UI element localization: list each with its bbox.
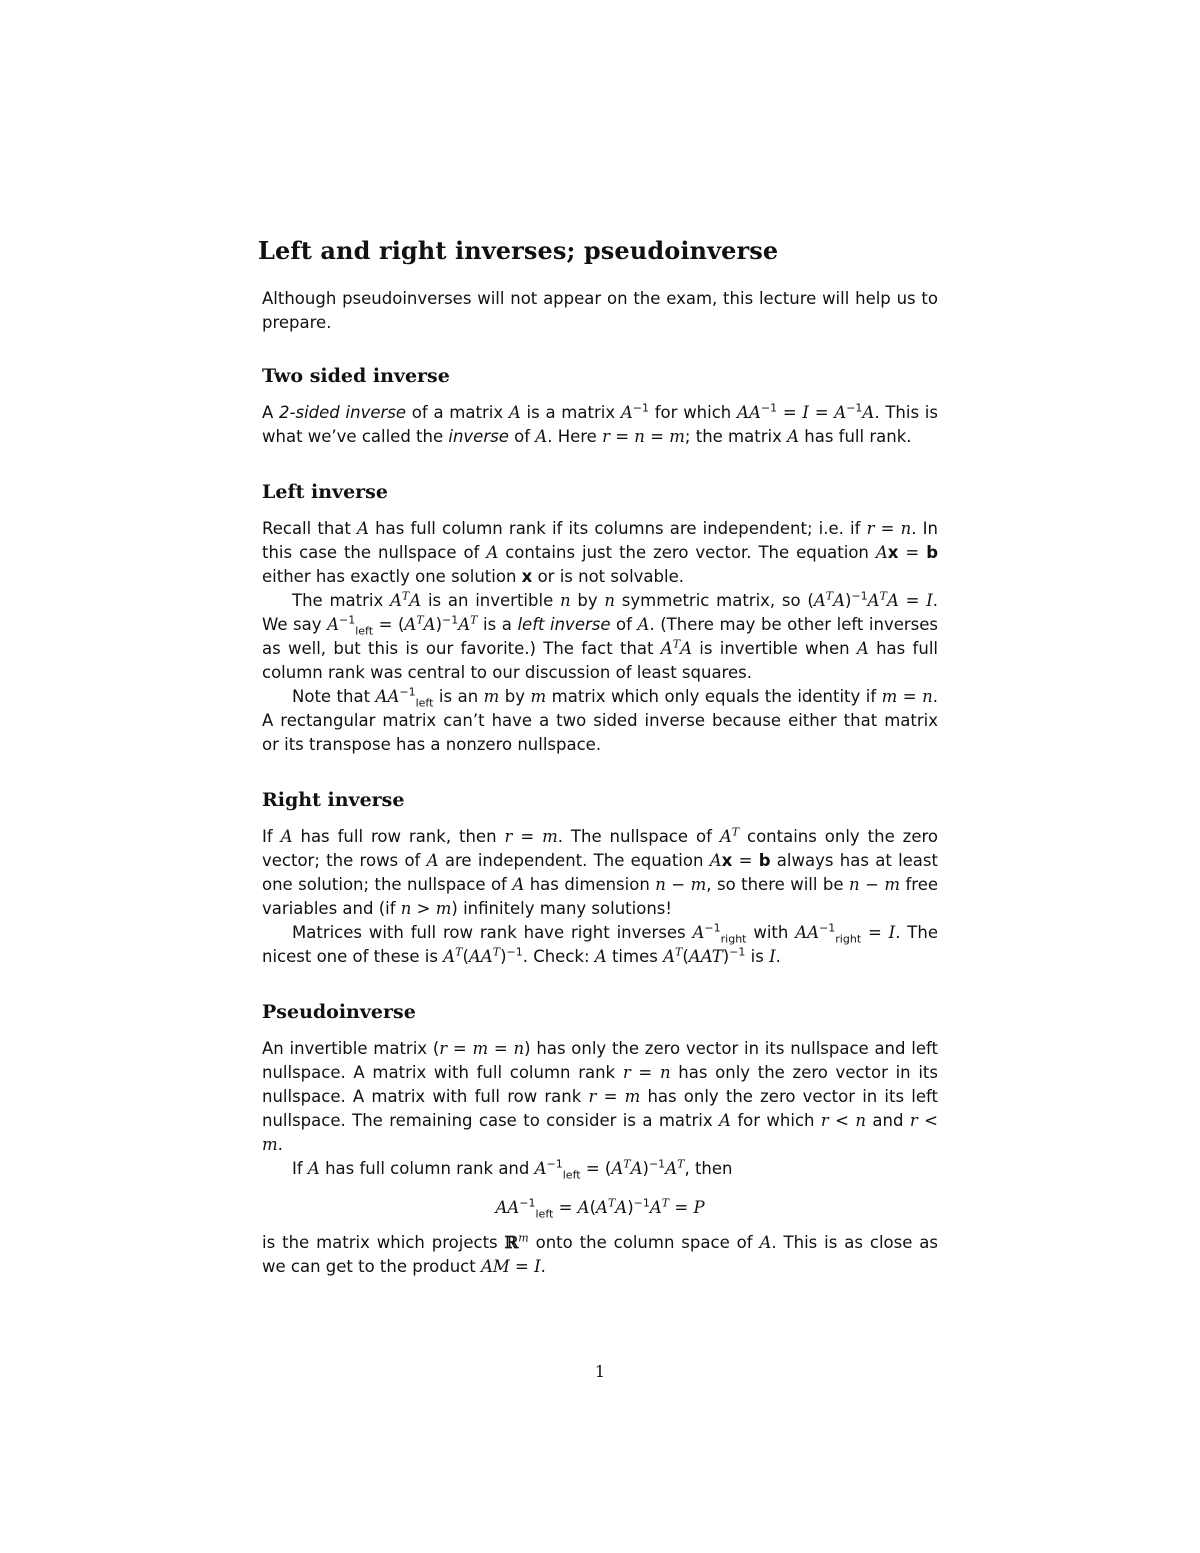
page-number: 1 [594,1362,606,1381]
intro-paragraph: Although pseudoinverses will not appear on the exam, this lecture will help us to prepare. [262,289,938,332]
paragraph: Note that $AA^{-1}_{left}$ is an m by m matrix which only equals the identity if m = n. A rectangular matrix can’t have a two sided inverse because either that matrix or its transpose has a nonzero nullspace. [262,685,939,754]
paragraph: Recall that A has full column rank if its columns are independent; i.e. if r = n. In this case the nullspace of A contains just the zero vector. The equation Ax = b either has exactly one solution x or is not solvable. [262,519,938,586]
paragraph: is the matrix which projects ℝ$^m$ onto the column space of A. This is as close as we can get to the product AM = I. [262,1231,939,1276]
section-two-sided-inverse [262,365,938,449]
page-title: Left and right inverses; pseudoinverse [258,236,779,265]
paragraph: If A has full row rank, then r = m. The nullspace of $A^T$ contains only the zero vector; the rows of A are independent. The equation Ax = b always has at least one solution; the nullspace of A has dimension n − m, so there will be n − m free variables and (if n > m) infinitely many solutions! [262,825,939,918]
paragraph: An invertible matrix (r = m = n) has only the zero vector in its nullspace and left nullspace. A matrix with full column rank r = n has only the zero vector in its nullspace. A matrix with full row rank r = m has only the zero vector in its left nullspace. The remaining case to consider is a matrix A for which r < n and r < m. [262,1039,938,1154]
page-content [258,236,939,1279]
section-pseudoinverse [262,1001,938,1279]
section-heading: Pseudoinverse [262,1001,416,1023]
paragraph: The matrix $A^TA$ is an invertible n by n symmetric matrix, so $(A^TA)^{-1}A^TA = I$. We say $A^{-1}_{left} = (A^TA)^{-1}A^T$ is a left inverse of A. (There may be other left inverses as well, but this is our favorite.) The fact that $A^TA$ is invertible when A has full column rank was central to our discussion of least squares. [262,589,938,682]
section-left-inverse [262,481,938,757]
section-heading: Two sided inverse [262,365,450,387]
paragraph: Matrices with full row rank have right inverses $A^{-1}_{right}$ with $AA^{-1}_{right} = I$. The nicest one of these is $A^T(AA^T)^{-1}$. Check: A times $A^T(AAT)^{-1}$ is I. [262,921,938,966]
paragraph: If A has full column rank and $A^{-1}_{left} = (A^TA)^{-1}A^T$, then [292,1157,733,1182]
section-right-inverse [262,789,938,969]
display-equation: $AA^{-1}_{left} = A(A^TA)^{-1}A^T = P$ [495,1196,705,1221]
paragraph: A 2-sided inverse of a matrix A is a matrix $A^{-1}$ for which $AA^{-1} = I = A^{-1}A$. This is what we’ve called the inverse of A. Here r = n = m; the matrix A has full rank. [262,401,938,446]
section-heading: Left inverse [262,481,388,503]
section-heading: Right inverse [262,789,405,811]
